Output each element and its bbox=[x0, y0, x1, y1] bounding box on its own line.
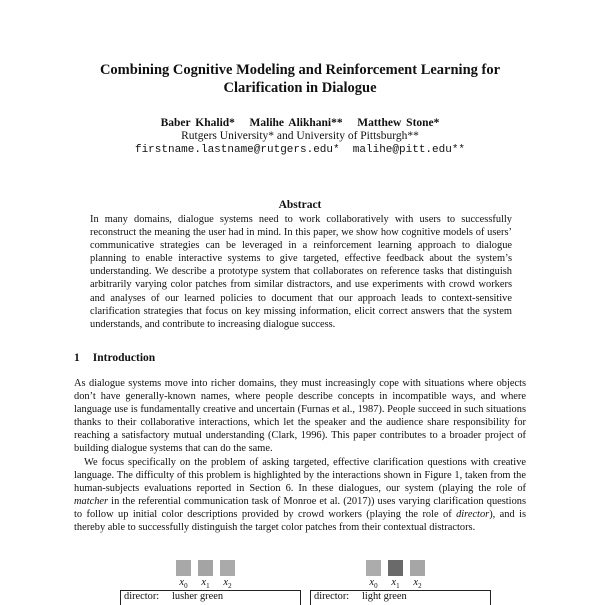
patch-label-x2: $x_2$ bbox=[413, 577, 422, 591]
patch-label-x0: $x_0$ bbox=[179, 577, 188, 591]
dialogue-box bbox=[310, 590, 491, 605]
para2-text-b: in the referential communication task of Monroe et al. (2017)) uses varying clarification questions to follow up initial color descriptions provided by crowd workers (playing the role of bbox=[74, 496, 526, 521]
utterance: lusher green bbox=[172, 591, 224, 602]
color-patch-x1 bbox=[198, 560, 213, 576]
intro-paragraph-1: As dialogue systems move into richer domains, they must increasingly cope with situations where objects don’t have generally-known names, where people describe concepts in incompatible ways, and where language use is fundamentally creative and uncertain (Furnas et al., 1987). People succeed in such situations thanks to their collaborative interactions, which let the speaker and the audience share responsibility for reaching a satisfactory mutual understanding (Clark, 1996). This paper contributes to a broader project of building dialogue systems that can do the same. bbox=[74, 378, 526, 455]
patch-label-x2: $x_2$ bbox=[223, 577, 232, 591]
section-number: 1 bbox=[74, 352, 80, 364]
color-patch-x0 bbox=[366, 560, 381, 576]
patch-label-x1: $x_1$ bbox=[201, 577, 210, 591]
paper-title: Combining Cognitive Modeling and Reinforcement Learning for Clarification in Dialogue bbox=[99, 62, 501, 96]
affiliation: Rutgers University* and University of Pittsburgh** bbox=[181, 130, 419, 142]
color-patch-x2 bbox=[220, 560, 235, 576]
author-list: Baber Khalid* Malihe Alikhani** Matthew Stone* bbox=[160, 117, 440, 129]
para2-text-a: We focus specifically on the problem of asking targeted, effective clarification questions with creative language. The difficulty of this problem is highlighted by the interactions shown in Figure 1, taken from the human-subjects evaluations reported in Section 6. In these dialogues, our system (playing the role of bbox=[74, 457, 526, 495]
intro-paragraph-2 bbox=[74, 456, 526, 535]
color-patch-x2 bbox=[410, 560, 425, 576]
patch-label-x1: $x_1$ bbox=[391, 577, 400, 591]
section-title: Introduction bbox=[92, 352, 156, 364]
speaker-label: director: bbox=[314, 591, 350, 602]
color-patch-x1 bbox=[388, 560, 403, 576]
dialogue-box bbox=[120, 590, 301, 605]
speaker-label: director: bbox=[124, 591, 160, 602]
para2-text-c: ), and is thereby able to successfully distinguish the target color patches from their contextual distractors. bbox=[74, 509, 527, 534]
abstract-heading: Abstract bbox=[278, 199, 322, 211]
section-heading bbox=[74, 352, 155, 364]
utterance: light green bbox=[362, 591, 407, 602]
figure-left-panel bbox=[120, 560, 320, 600]
role-director: director bbox=[456, 509, 490, 521]
role-matcher: matcher bbox=[74, 496, 109, 508]
author-emails: firstname.lastname@rutgers.edu* malihe@pitt.edu** bbox=[134, 144, 466, 156]
color-patch-x0 bbox=[176, 560, 191, 576]
patch-label-x0: $x_0$ bbox=[369, 577, 378, 591]
figure-right-panel bbox=[310, 560, 510, 600]
abstract-body: In many domains, dialogue systems need to work collaboratively with users to successfully reconstruct the meaning the user had in mind. In this paper, we show how cognitive models of users’ communicative strategies can be leveraged in a reinforcement learning approach to dialogue planning to enable interactive systems to give targeted, effective feedback about the system’s understanding. We describe a prototype system that collaborates on reference tasks that distinguish arbitrarily varying color patches from similar distractors, and use experiments with crowd workers and analyses of our learned policies to document that our approach leads to context-sensitive clarification strategies that focus on key missing information, elicit correct answers that the system understands, and contribute to increasing dialogue success. bbox=[90, 214, 512, 330]
